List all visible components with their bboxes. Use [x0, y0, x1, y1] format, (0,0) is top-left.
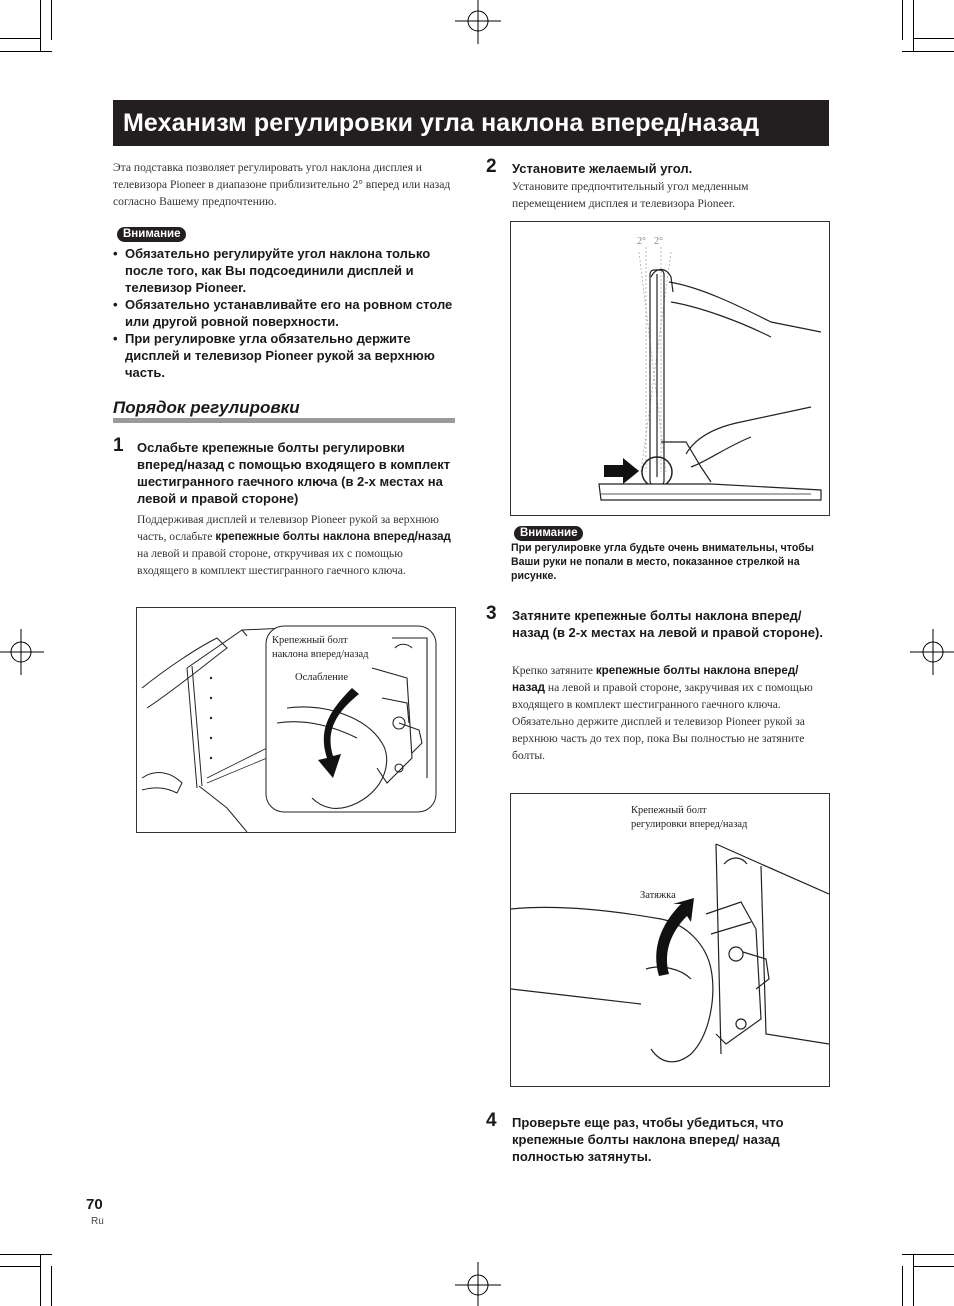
callout-bolt-line2: регулировки вперед/назад [631, 819, 748, 830]
registration-mark-bottom [455, 1262, 501, 1306]
intro-paragraph: Эта подставка позволяет регулировать угол наклона дисплея и телевизора Pioneer в диапазоне приблизительно 2° вперед или назад согласно Вашему предпочтению. [113, 161, 451, 208]
callout-bolt-line2: наклона вперед/назад [272, 649, 369, 660]
step-1-number: 1 [113, 435, 124, 456]
step-1-heading: Ослабьте крепежные болты регулировки вперед/назад с помощью входящего в комплект шестигранного гаечного ключа (в 2-х местах на левой и правой стороне) [137, 440, 451, 506]
caution-item: • Обязательно регулируйте угол наклона только после того, как Вы подсоединили дисплей и телевизор Pioneer. [112, 245, 457, 296]
step-2-number: 2 [486, 156, 497, 177]
step-2-body: Установите предпочтительный угол медленным перемещением дисплея и телевизора Pioneer. [512, 180, 749, 210]
caution-badge-2: Внимание [514, 523, 583, 541]
step-3-body: Крепко затяните крепежные болты наклона вперед/назад на левой и правой стороне, закручивая их с помощью входящего в комплект шестигранного гаечного ключа. Обязательно держите дисплей и телевизор Pioneer рукой за верхнюю часть до тех пор, пока Вы полностью не затяните болты. [512, 664, 813, 762]
callout-bolt-line1: Крепежный болт [631, 805, 707, 816]
angle-illustration [511, 222, 829, 515]
heading-rule [113, 418, 455, 423]
loosen-illustration [137, 608, 455, 832]
step-1-body: Поддерживая дисплей и телевизор Pioneer рукой за верхнюю часть, ослабьте крепежные болты наклона вперед/назад на левой и правой стороне, откручивая их с помощью входящего в комплект шестигранного гаечного ключа. [137, 513, 451, 577]
registration-mark-right [910, 629, 954, 675]
callout-loosen: Ослабление [295, 672, 349, 683]
caution-item: • При регулировке угла обязательно держите дисплей и телевизор Pioneer рукой за верхнюю часть. [112, 330, 457, 381]
step-4-heading: Проверьте еще раз, чтобы убедиться, что крепежные болты наклона вперед/ назад полностью затянуты. [512, 1115, 784, 1164]
registration-mark-top [455, 0, 501, 44]
caution-badge: Внимание [117, 224, 186, 242]
figure-tighten-bolt [510, 793, 830, 1087]
procedure-heading: Порядок регулировки [113, 398, 300, 417]
step-4-number: 4 [486, 1110, 497, 1131]
callout-bolt-line1: Крепежный болт [272, 635, 348, 646]
callout-tighten: Затяжка [640, 890, 676, 901]
step-2-heading: Установите желаемый угол. [512, 161, 693, 176]
registration-mark-left [0, 629, 44, 675]
step-3-number: 3 [486, 603, 497, 624]
page-language: Ru [91, 1216, 104, 1227]
page-number: 70 [86, 1196, 103, 1213]
angle-left-label: 2° [637, 236, 646, 247]
caution-item: • Обязательно устанавливайте его на ровном столе или другой ровной поверхности. [112, 296, 457, 330]
figure-loosen-bolt [136, 607, 456, 833]
step-3-heading: Затяните крепежные болты наклона вперед/ назад (в 2-х местах на левой и правой стороне). [512, 608, 823, 640]
title-bar [113, 100, 829, 146]
tighten-illustration [511, 794, 829, 1086]
angle-right-label: 2° [654, 236, 663, 247]
caution-hands-warning: При регулировке угла будьте очень внимательны, чтобы Ваши руки не попали в место, показанное стрелкой на рисунке. [511, 542, 814, 582]
figure-set-angle [510, 221, 830, 516]
caution-list [112, 245, 457, 381]
page-title: Механизм регулировки угла наклона вперед/назад [123, 109, 760, 137]
